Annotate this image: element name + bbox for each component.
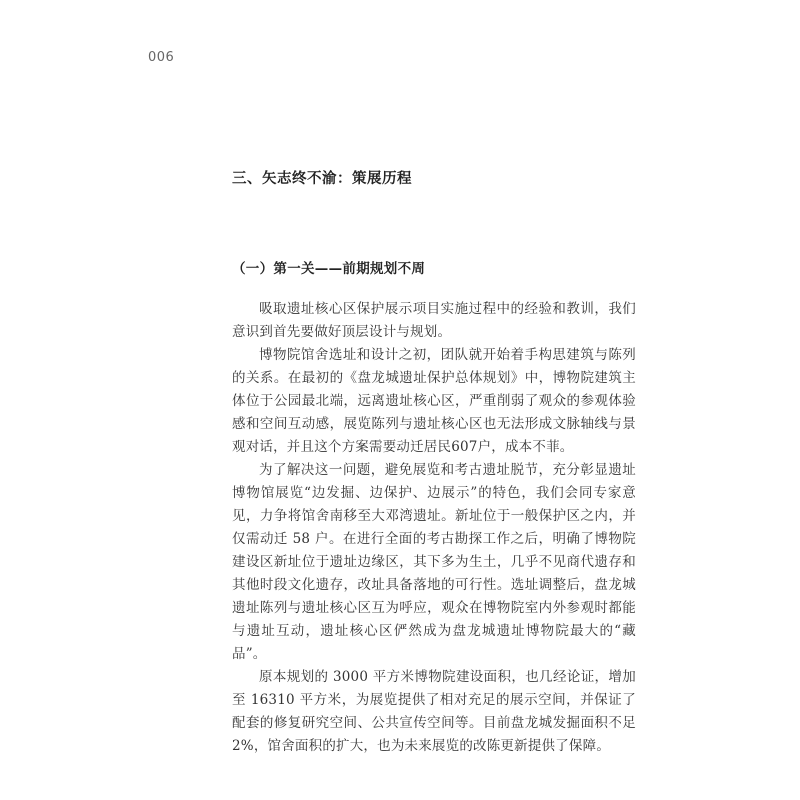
section-title: 三、矢志终不渝：策展历程	[232, 171, 412, 187]
paragraph: 博物院馆舍选址和设计之初，团队就开始着手构思建筑与陈列的关系。在最初的《盘龙城遗址保护总体规划》中，博物院建筑主体位于公园最北端，远离遗址核心区，严重削弱了观众的参观体验感和空间互动感，展览陈列与遗址核心区也无法形成文脉轴线与景观对话，并且这个方案需要动迁居民607户，成本不菲。	[232, 347, 636, 455]
paragraph: 吸取遗址核心区保护展示项目实施过程中的经验和教训，我们意识到首先要做好顶层设计与规划。	[232, 301, 636, 340]
subsection-title: （一）第一关——前期规划不周	[232, 261, 426, 277]
paragraph: 为了解决这一问题，避免展览和考古遗址脱节，充分彰显遗址博物馆展览“边发掘、边保护、边展示”的特色，我们会同专家意见，力争将馆舍南移至大邓湾遗址。新址位于一般保护区之内，并仅需动迁 58 户。在进行全面的考古勘探工作之后，明确了博物院建设区新址位于遗址边缘区，其下多为生土，几乎不见商代遗存和其他时段文化遗存，改址具备落地的可行性。选址调整后，盘龙城遗址陈列与遗址核心区互为呼应，观众在博物院室内外参观时都能与遗址互动，遗址核心区俨然成为盘龙城遗址博物院最大的“藏品”。	[232, 462, 636, 662]
page-number: 006	[148, 50, 175, 65]
body-text	[232, 298, 636, 758]
paragraph: 原本规划的 3000 平方米博物院建设面积，也几经论证，增加至 16310 平方米，为展览提供了相对充足的展示空间，并保证了配套的修复研究空间、公共宣传空间等。目前盘龙城发掘面积不足 2%，馆舍面积的扩大，也为未来展览的改陈更新提供了保障。	[232, 669, 636, 754]
